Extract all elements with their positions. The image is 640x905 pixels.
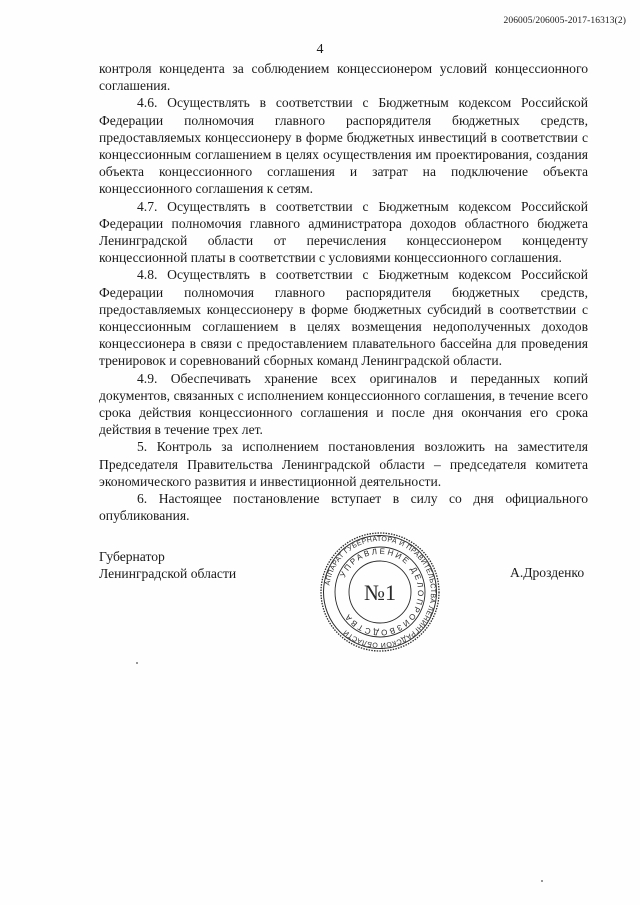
signatory-position bbox=[99, 548, 236, 582]
official-stamp bbox=[318, 530, 442, 654]
paragraph-5: 5. Контроль за исполнением постановления возложить на заместителя Председателя Правительства Ленинградской области – председателя комитета экономического развития и инвестиционной деятельности. bbox=[99, 439, 588, 489]
stamp-inner-text: УПРАВЛЕНИЕ ДЕЛОПРОИЗВОДСТВА bbox=[338, 546, 426, 638]
scan-speck bbox=[136, 662, 138, 664]
paragraph-continuation: контроля концедента за соблюдением концессионером условий концессионного соглашения. bbox=[99, 61, 588, 94]
paragraph-6: 6. Настоящее постановление вступает в силу со дня официального опубликования. bbox=[99, 491, 588, 524]
signatory-title: Губернатор bbox=[99, 549, 165, 564]
paragraph-4-6: 4.6. Осуществлять в соответствии с Бюджетным кодексом Российской Федерации полномочия главного распорядителя бюджетных средств, предоставляемых концессионеру в форме бюджетных инвестиций в соответствии с концессионным соглашением в целях осуществления им проектирования, создания объекта концессионного соглашения и затрат на подключение объекта концессионного соглашения к сетям. bbox=[99, 95, 588, 197]
stamp-number: №1 bbox=[364, 580, 396, 605]
signatory-name: А.Дрозденко bbox=[510, 565, 585, 580]
signatory-region: Ленинградской области bbox=[99, 566, 237, 582]
document-body bbox=[99, 60, 588, 524]
paragraph-4-7: 4.7. Осуществлять в соответствии с Бюджетным кодексом Российской Федерации полномочия главного администратора доходов областного бюджета Ленинградской области от перечисления концессионером концеденту концессионной платы в соответствии с условиями концессионного соглашения. bbox=[99, 198, 588, 266]
stamp-outer-text: АППАРАТ ГУБЕРНАТОРА И ПРАВИТЕЛЬСТВА ЛЕНИНГРАДСКОЙ ОБЛАСТИ bbox=[324, 535, 437, 649]
scan-speck bbox=[541, 880, 543, 882]
paragraph-4-9: 4.9. Обеспечивать хранение всех оригиналов и переданных копий документов, связанных с исполнением концессионного соглашения, в течение всего срока действия концессионного соглашения и после дня окончания его срока действия в течение трех лет. bbox=[99, 370, 588, 438]
page-number: 4 bbox=[316, 42, 324, 57]
document-code: 206005/206005-2017-16313(2) bbox=[503, 16, 626, 26]
paragraph-4-8: 4.8. Осуществлять в соответствии с Бюджетным кодексом Российской Федерации полномочия главного распорядителя бюджетных средств, предоставляемых концессионеру в форме бюджетных субсидий в соответствии с концессионным соглашением в целях возмещения недополученных доходов концессионера в связи с предоставлением плавательного бассейна для проведения тренировок и соревнований сборных команд Ленинградской области. bbox=[99, 267, 588, 369]
